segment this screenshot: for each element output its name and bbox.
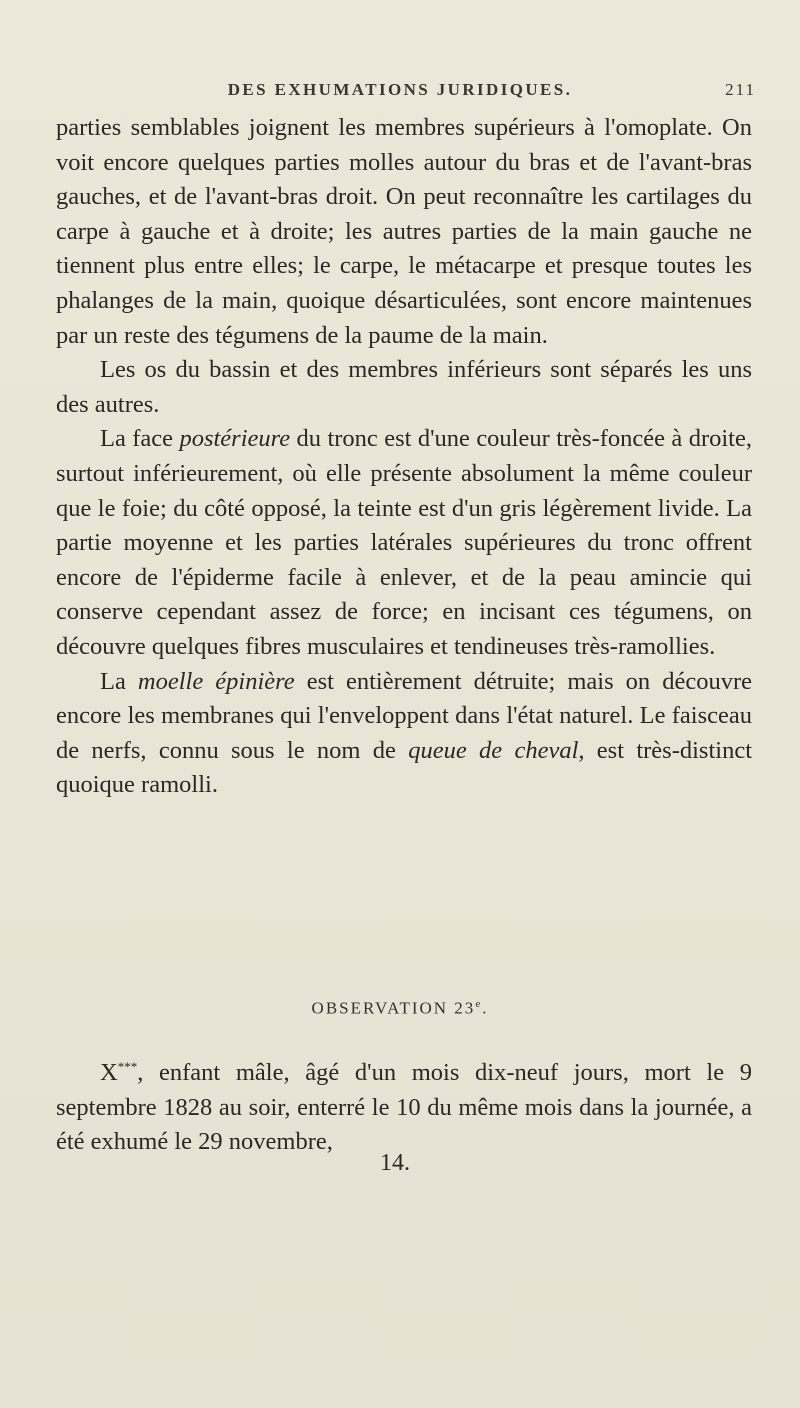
- text-run: parties semblables joignent les membres supérieurs à l'omoplate. On voit encore quelques parties molles autour du bras et de l'avant-bras gauches, et de l'avant-bras droit. On peut reconnaître les cartilages du carpe à gauche et à droite; les autres parties de la main gauche ne tiennent plus entre elles; le carpe, le métacarpe et presque toutes les phalanges de la main, quoique désarticulées, sont encore maintenues par un reste des tégumens de la paume de la main.: [56, 114, 752, 349]
- text-run: , est très-distinct quoique ramolli.: [56, 736, 753, 799]
- text-run: La: [100, 667, 138, 695]
- page-header: [0, 80, 800, 110]
- observation-paragraph: [56, 1050, 752, 1160]
- text-run: est entièrement détruite; mais on découvre encore les membranes qui l'enveloppent dans l'état naturel. Le faisceau de nerfs, connu sous le nom de: [56, 667, 753, 764]
- italic-term: postérieure: [179, 425, 291, 453]
- paragraph-moelle-epiniere: [56, 665, 752, 803]
- observation-ordinal-suffix: e: [475, 998, 483, 1010]
- paragraph-face-posterieure: [56, 422, 752, 664]
- observation-heading: [0, 998, 800, 1019]
- paragraph-bassin: [56, 353, 752, 422]
- body-text: [56, 111, 752, 803]
- paragraph-continuation: [56, 111, 752, 353]
- observation-title: OBSERVATION 23: [311, 998, 476, 1018]
- signature-mark: 14.: [380, 1150, 410, 1176]
- page-number: 211: [725, 80, 756, 99]
- observation-subject-mark: ***: [117, 1059, 138, 1074]
- italic-term: queue de cheval: [408, 736, 579, 764]
- text-run: du tronc est d'une couleur très-foncée à droite, surtout inférieurement, où elle présente absolument la même couleur que le foie; du côté opposé, la teinte est d'un gris légèrement livide. La partie moyenne et les parties latérales supérieures du tronc offrent encore de l'épiderme facile à enlever, et de la peau amincie qui conserve cependant assez de force; en incisant ces tégumens, on découvre quelques fibres musculaires et tendineuses très-ramollies.: [56, 425, 752, 660]
- text-run: Les os du bassin et des membres inférieurs sont séparés les uns des autres.: [56, 356, 752, 418]
- italic-term: moelle épinière: [137, 667, 295, 695]
- running-title: DES EXHUMATIONS JURIDIQUES.: [227, 80, 573, 99]
- text-run: La face: [100, 425, 180, 453]
- observation-subject: X: [100, 1059, 118, 1087]
- observation-title-end: .: [482, 998, 489, 1018]
- observation-body: [56, 1050, 752, 1160]
- observation-text: , enfant mâle, âgé d'un mois dix-neuf jours, mort le 9 septembre 1828 au soir, enterré le 10 du même mois dans la journée, a été exhumé le 29 novembre,: [56, 1059, 752, 1156]
